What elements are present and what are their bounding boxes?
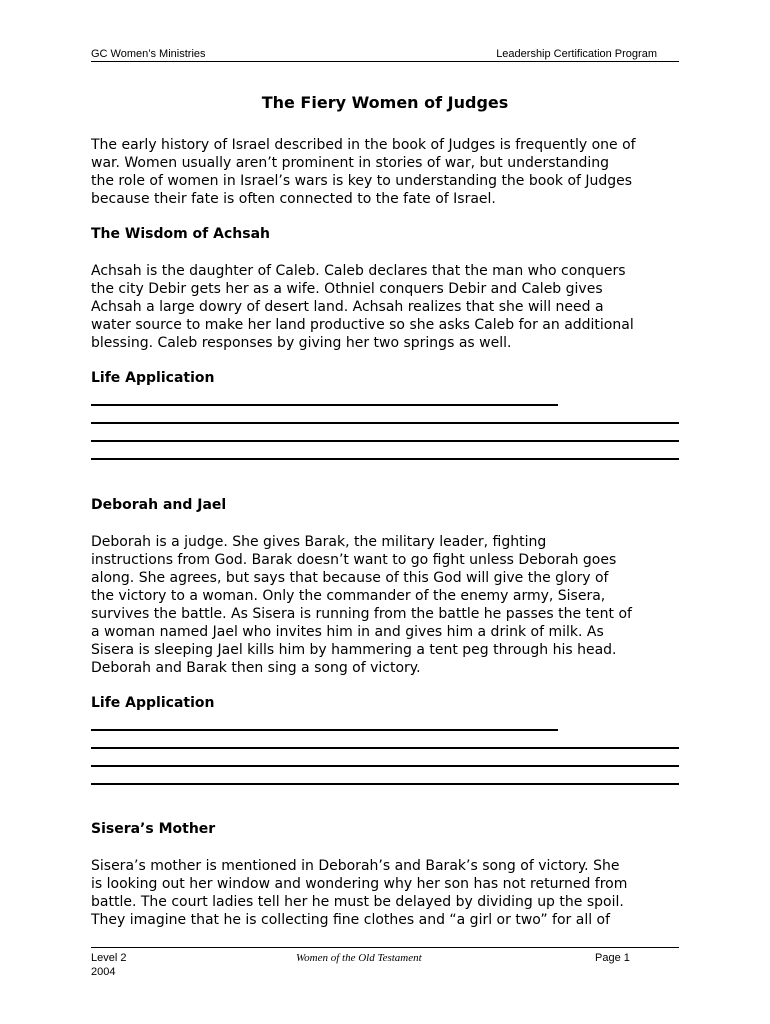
paragraph-line: battle. The court ladies tell her he must be delayed by dividing up the spoil.	[91, 894, 624, 910]
paragraph-line: Sisera is sleeping Jael kills him by hammering a tent peg through his head.	[91, 642, 617, 658]
header-left: GC Women’s Ministries	[91, 48, 206, 60]
intro-line: because their fate is often connected to the fate of Israel.	[91, 191, 496, 207]
paragraph-line: water source to make her land productive so she asks Caleb for an additional	[91, 317, 634, 333]
page-header	[91, 47, 679, 61]
section-paragraph-deborah	[91, 533, 683, 677]
footer-rule	[91, 947, 679, 948]
footer-course-title: Women of the Old Testament	[296, 952, 422, 964]
section-heading-deborah: Deborah and Jael	[91, 497, 227, 513]
header-rule	[91, 61, 679, 62]
section-heading-achsah: The Wisdom of Achsah	[91, 226, 270, 242]
paragraph-line: the city Debir gets her as a wife. Othniel conquers Debir and Caleb gives	[91, 281, 603, 297]
paragraph-line: They imagine that he is collecting fine clothes and “a girl or two” for all of	[91, 912, 611, 928]
paragraph-line: a woman named Jael who invites him in and gives him a drink of milk. As	[91, 624, 604, 640]
writing-line	[91, 747, 679, 749]
page-title: The Fiery Women of Judges	[261, 93, 509, 112]
intro-line: war. Women usually aren’t prominent in stories of war, but understanding	[91, 155, 609, 171]
intro-line: The early history of Israel described in the book of Judges is frequently one of	[91, 137, 636, 153]
paragraph-line: survives the battle. As Sisera is running from the battle he passes the tent of	[91, 606, 632, 622]
life-application-label: Life Application	[91, 370, 215, 386]
footer-year: 2004	[91, 966, 116, 978]
writing-line	[91, 404, 558, 406]
intro-paragraph	[91, 136, 683, 208]
paragraph-line: blessing. Caleb responses by giving her two springs as well.	[91, 335, 512, 351]
paragraph-line: Deborah is a judge. She gives Barak, the military leader, fighting	[91, 534, 547, 550]
footer-level: Level 2	[91, 952, 127, 964]
paragraph-line: Achsah is the daughter of Caleb. Caleb declares that the man who conquers	[91, 263, 626, 279]
paragraph-line: instructions from God. Barak doesn’t want to go fight unless Deborah goes	[91, 552, 617, 568]
writing-line	[91, 458, 679, 460]
footer-page-number: Page 1	[595, 952, 630, 964]
paragraph-line: Achsah a large dowry of desert land. Achsah realizes that she will need a	[91, 299, 604, 315]
writing-line	[91, 783, 679, 785]
header-right: Leadership Certification Program	[496, 48, 657, 60]
section-paragraph-siseras-mother	[91, 857, 683, 929]
paragraph-line: Deborah and Barak then sing a song of victory.	[91, 660, 421, 676]
writing-line	[91, 765, 679, 767]
intro-line: the role of women in Israel’s wars is key to understanding the book of Judges	[91, 173, 633, 189]
paragraph-line: is looking out her window and wondering why her son has not returned from	[91, 876, 628, 892]
life-application-label: Life Application	[91, 695, 215, 711]
paragraph-line: along. She agrees, but says that because of this God will give the glory of	[91, 570, 609, 586]
writing-line	[91, 729, 558, 731]
section-heading-siseras-mother: Sisera’s Mother	[91, 821, 216, 837]
writing-line	[91, 422, 679, 424]
writing-line	[91, 440, 679, 442]
paragraph-line: the victory to a woman. Only the commander of the enemy army, Sisera,	[91, 588, 606, 604]
paragraph-line: Sisera’s mother is mentioned in Deborah’s and Barak’s song of victory. She	[91, 858, 620, 874]
section-paragraph-achsah	[91, 262, 683, 352]
